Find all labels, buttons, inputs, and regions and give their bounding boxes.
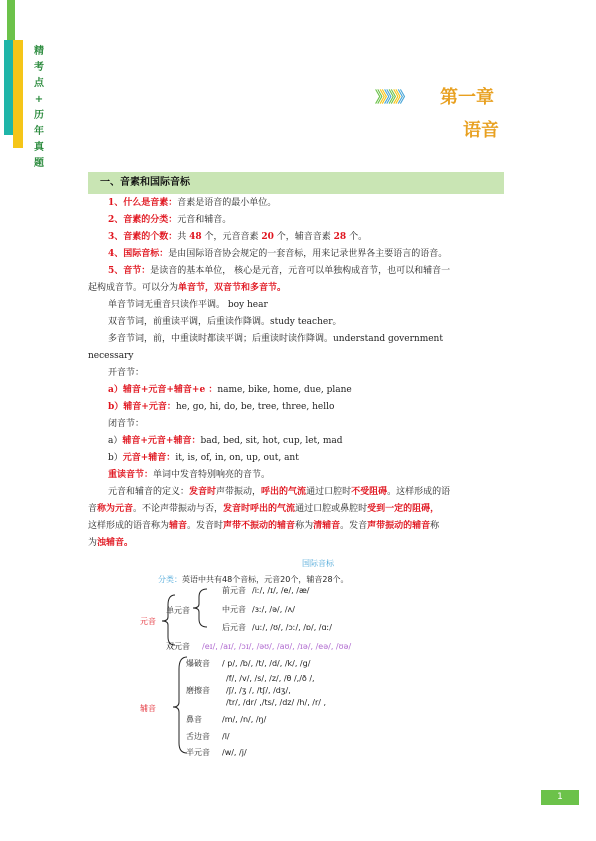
closed-syllable-a: a）辅音+元音+辅音：bad, bed, sit, hot, cup, let, mad [108,436,343,446]
fricatives-row-3: /tr/, /dr/ ,/ts/, /dz/ /h/, /r/ , [226,698,327,707]
open-syllable-b: b）辅音+元音：he, go, hi, do, be, tree, three, hello [108,402,335,412]
stressed-syllable: 重读音节：单词中发音特别响亮的音节。 [108,470,271,480]
side-label: 精 考 点 + 历 年 真 题 [34,46,44,169]
item-5: 5、音节：是读音的基本单位， 核心是元音，元音可以单独构成音节，也可以和辅音一 [108,266,451,276]
fricatives-row-2: /ʃ/, /ʒ /, /tʃ/, /dʒ/, [226,686,291,695]
diagram-title: 国际音标 [302,559,334,568]
item-3: 3、音素的个数：共 48 个，元音音素 20 个，辅音音素 28 个。 [108,232,368,242]
diphthongs: 双元音 /eɪ/, /aɪ/, /ɔɪ/, /əʊ/, /aʊ/, /ɪə/, /eə/, /ʊə/ [166,642,352,651]
back-vowels: 后元音 /uː/, /ʊ/, /ɔː/, /ɒ/, /ɑː/ [222,623,332,632]
consonant-label: 辅音 [140,704,156,713]
chapter-title: 第一章 [440,87,494,108]
chapter-subject: 语音 [463,120,499,141]
chevron-arrows-icon: 》》》》》》 [375,88,410,106]
open-syllable-title: 开音节： [108,368,145,378]
item-5-cont: 起构成音节。可以分为单音节，双音节和多音节。 [88,283,287,293]
multi-syllable-cont: necessary [88,351,134,361]
definition-line-1: 元音和辅音的定义：发音时声带振动，呼出的气流通过口腔时不受阻碍。这样形成的语 [108,487,451,497]
vowel-label: 元音 [140,617,156,626]
section-heading: 一、音素和国际音标 [88,172,504,194]
front-vowels: 前元音 /iː/, /ɪ/, /e/, /æ/ [222,586,310,595]
item-4: 4、国际音标：是由国际语音协会规定的一套音标，用来记录世界各主要语言的语音。 [108,249,448,259]
item-2: 2、音素的分类：元音和辅音。 [108,215,232,225]
fricatives-row-1: /f/, /v/, /s/, /z/, /θ /,/ð /, [226,674,315,683]
closed-syllable-title: 闭音节： [108,419,145,429]
multi-syllable: 多音节词，前，中重读时都读平调；后重读时读作降调。understand government [108,334,443,344]
definition-line-3: 这样形成的语音称为辅音。发音时声带不振动的辅音称为清辅音。发音声带振动的辅音称 [88,521,440,531]
definition-line-4: 为浊辅音。 [88,538,134,548]
fricatives-label: 磨擦音 [186,686,210,695]
decor-bar-yellow [13,40,23,148]
nasals: 鼻音 /m/, /n/, /ŋ/ [186,715,267,724]
monophthong-label: 单元音 [166,606,190,615]
page-number: 1 [541,790,579,805]
classification-row: 分类：英语中共有48个音标，元音20个，辅音28个。 [158,575,349,584]
closed-syllable-b: b）元音+辅音：it, is, of, in, on, up, out, ant [108,453,299,463]
single-syllable: 单音节词无重音只读作平调。 boy hear [108,300,268,310]
plosives: 爆破音 / p/, /b/, /t/, /d/, /k/, /g/ [186,659,311,668]
double-syllable: 双音节词，前重读平调，后重读作降调。study teacher。 [108,317,342,327]
central-vowels: 中元音 /ɜː/, /ə/, /ʌ/ [222,605,295,614]
semivowels: 半元音 /w/, /j/ [186,748,247,757]
open-syllable-a: a）辅音+元音+辅音+e ：name, bike, home, due, plane [108,385,352,395]
definition-line-2: 音称为元音。不论声带振动与否，发音时呼出的气流通过口腔或鼻腔时受到一定的阻碍， [88,504,440,514]
item-1: 1、什么是音素：音素是语音的最小单位。 [108,198,277,208]
laterals: 舌边音 /l/ [186,732,230,741]
